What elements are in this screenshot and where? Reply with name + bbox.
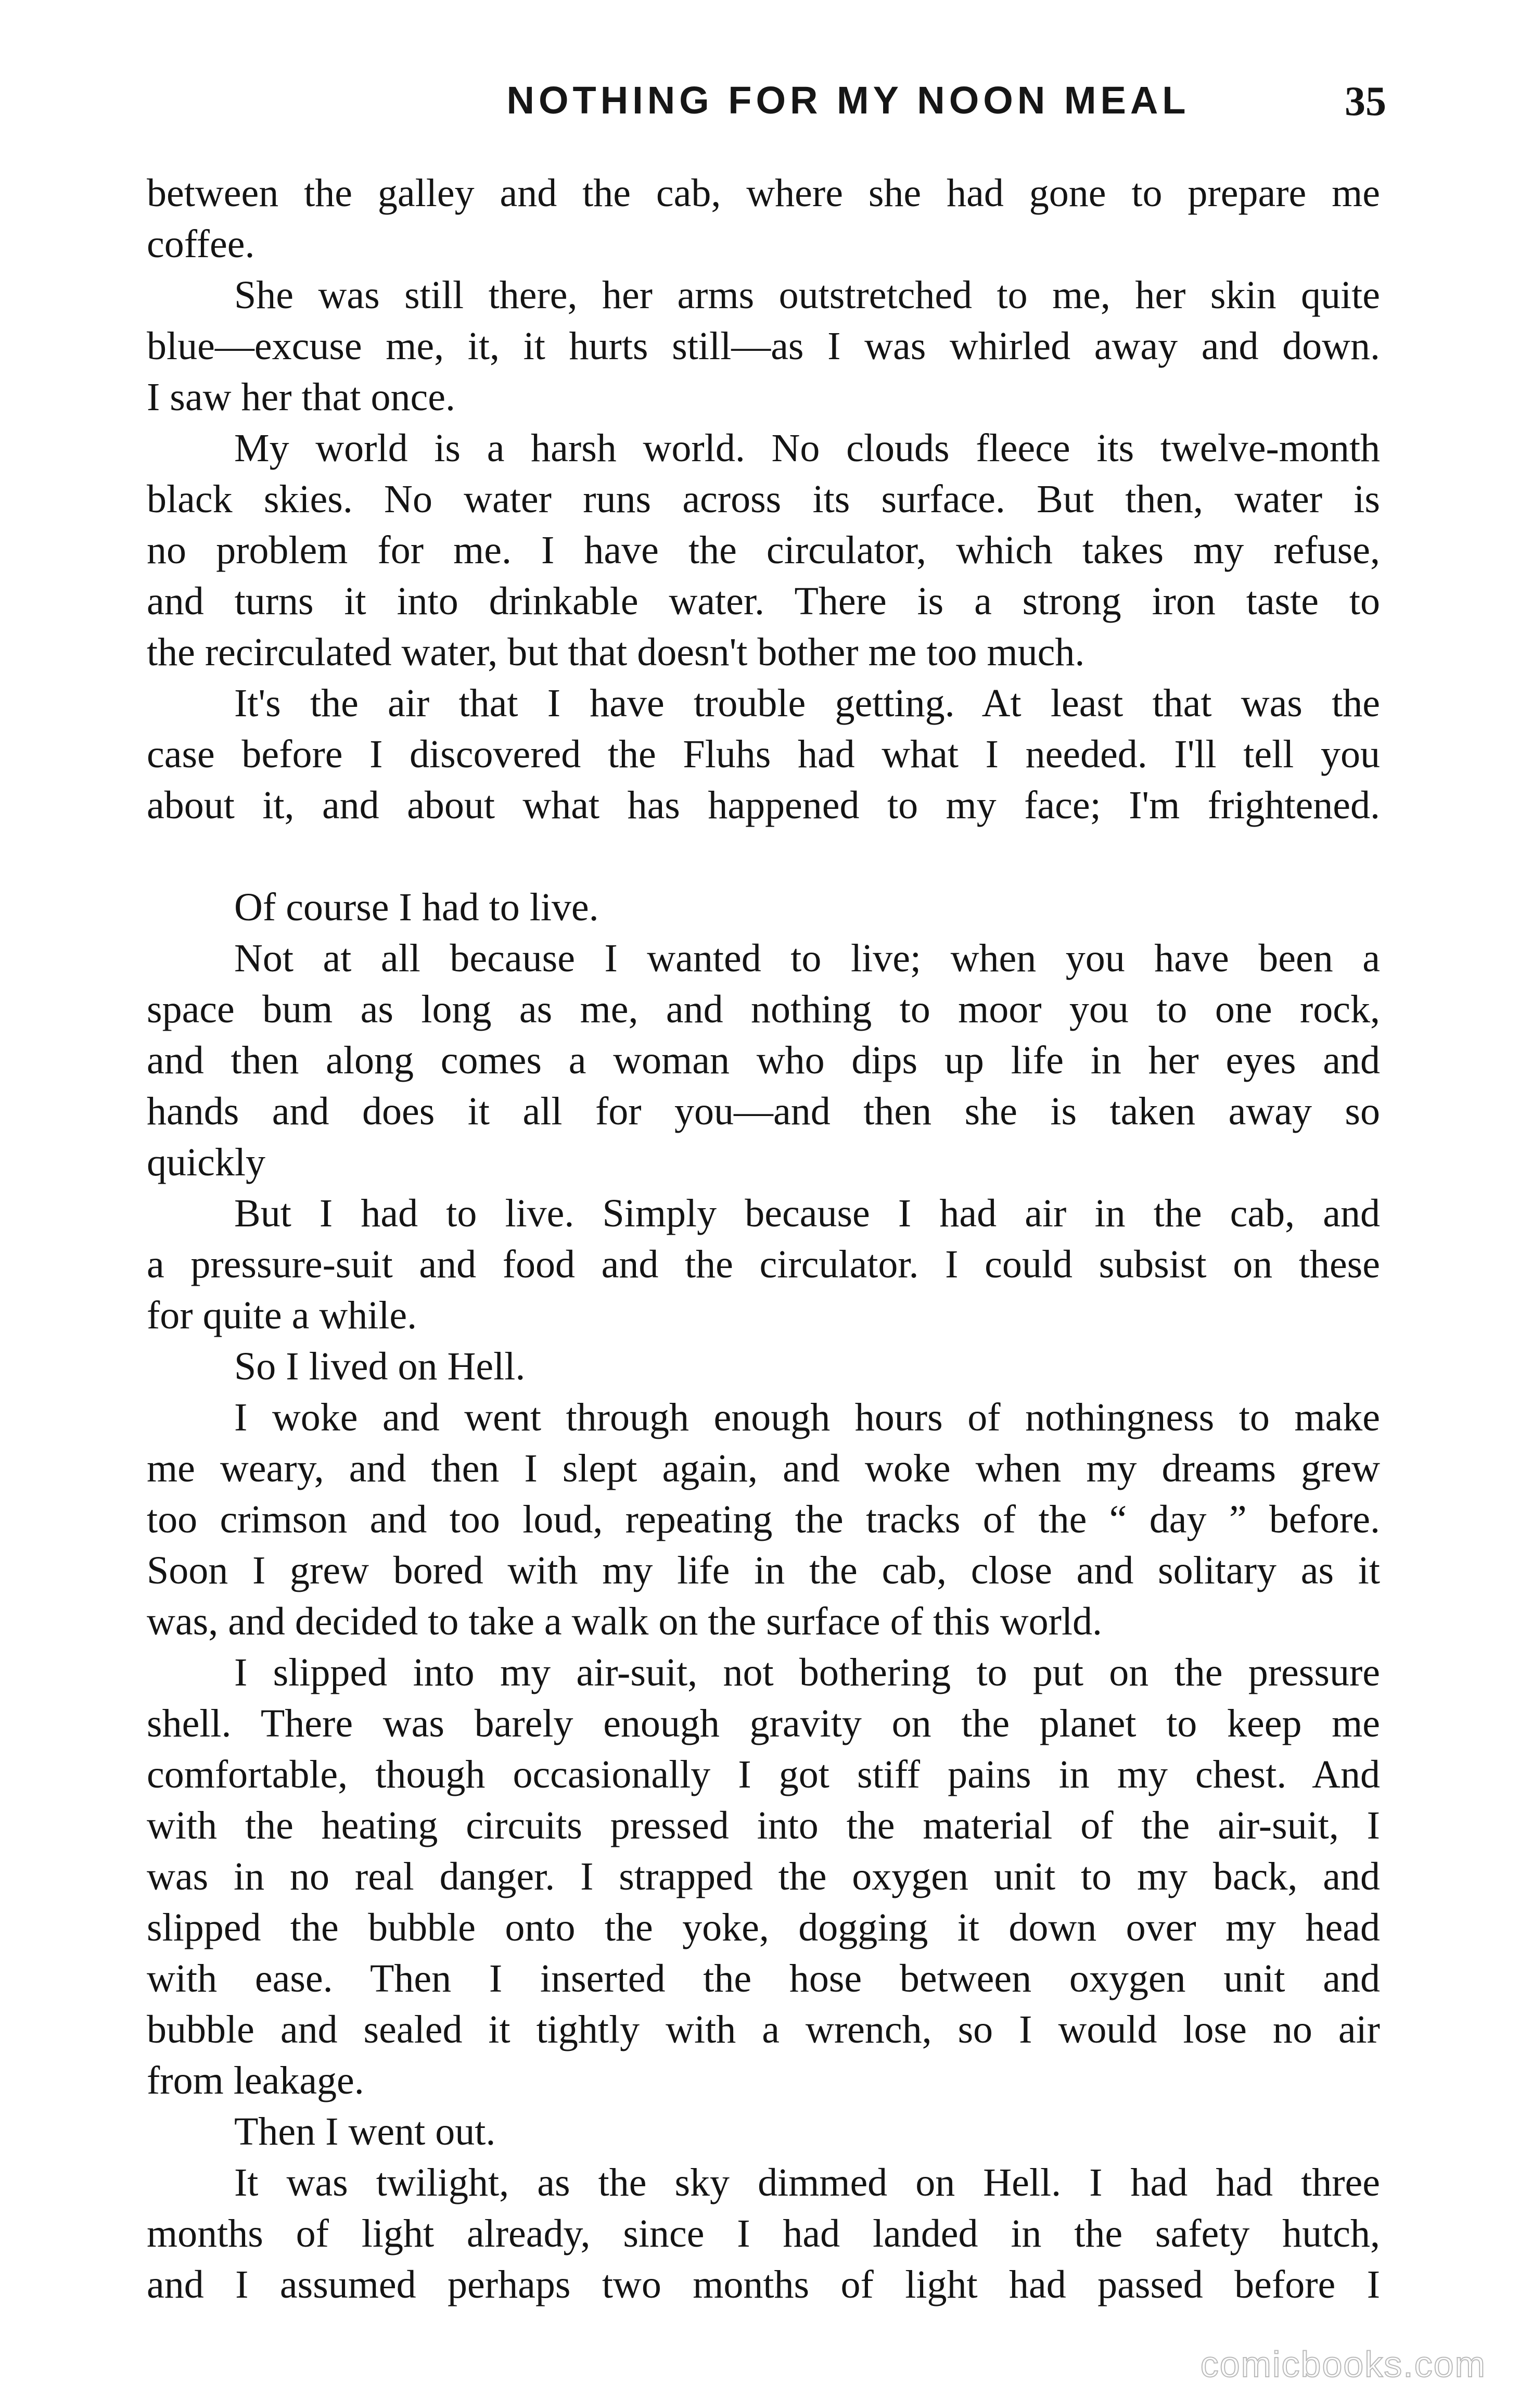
text-line: too crimson and too loud, repeating the tracks of the “ day ” before. xyxy=(147,1498,1380,1541)
text-line: Of course I had to live. xyxy=(234,885,599,929)
body-text xyxy=(147,168,1380,2310)
text-line: slipped the bubble onto the yoke, dogging it down over my head xyxy=(147,1906,1380,1949)
text-line: Soon I grew bored with my life in the cab, close and solitary as it xyxy=(147,1549,1380,1592)
running-head xyxy=(146,78,1386,130)
text-line: bubble and sealed it tightly with a wrench, so I would lose no air xyxy=(147,2008,1380,2051)
text-line: blue—excuse me, it, it hurts still—as I was whirled away and down. xyxy=(147,324,1380,368)
text-line: space bum as long as me, and nothing to moor you to one rock, xyxy=(147,987,1380,1031)
page-number: 35 xyxy=(1345,79,1386,124)
text-line: She was still there, her arms outstretched to me, her skin quite xyxy=(234,273,1380,317)
text-line: case before I discovered the Fluhs had what I needed. I'll tell you xyxy=(147,732,1380,776)
running-title: NOTHING FOR MY NOON MEAL xyxy=(506,79,1190,122)
text-line: a pressure-suit and food and the circulator. I could subsist on these xyxy=(147,1243,1380,1286)
text-line: hands and does it all for you—and then she is taken away so xyxy=(147,1089,1380,1133)
text-line: I slipped into my air-suit, not bothering to put on the pressure xyxy=(234,1651,1380,1694)
text-line: I saw her that once. xyxy=(147,375,455,419)
text-line: I woke and went through enough hours of nothingness to make xyxy=(234,1396,1380,1439)
text-line: about it, and about what has happened to my face; I'm frightened. xyxy=(147,783,1380,827)
text-line: It's the air that I have trouble getting. At least that was the xyxy=(234,681,1380,725)
text-line: black skies. No water runs across its surface. But then, water is xyxy=(147,477,1380,521)
text-line: coffee. xyxy=(147,222,255,266)
text-line: was, and decided to take a walk on the surface of this world. xyxy=(147,1600,1103,1643)
text-line: Not at all because I wanted to live; when you have been a xyxy=(234,936,1380,980)
text-line: It was twilight, as the sky dimmed on Hell. I had had three xyxy=(234,2161,1380,2204)
section-break xyxy=(147,831,1380,882)
text-line: comfortable, though occasionally I got stiff pains in my chest. And xyxy=(147,1753,1380,1796)
text-line: So I lived on Hell. xyxy=(234,1345,526,1388)
watermark: comicbooks.com xyxy=(1200,2344,1486,2385)
text-line: from leakage. xyxy=(147,2059,364,2102)
text-line: with ease. Then I inserted the hose between oxygen unit and xyxy=(147,1957,1380,2000)
text-line: and then along comes a woman who dips up life in her eyes and xyxy=(147,1038,1380,1082)
text-line: me weary, and then I slept again, and woke when my dreams grew xyxy=(147,1447,1380,1490)
text-line: with the heating circuits pressed into the material of the air-suit, I xyxy=(147,1804,1380,1847)
text-line: But I had to live. Simply because I had air in the cab, and xyxy=(234,1192,1380,1235)
text-line: and I assumed perhaps two months of light had passed before I xyxy=(147,2263,1380,2306)
text-line: and turns it into drinkable water. There is a strong iron taste to xyxy=(147,579,1380,623)
text-line: between the galley and the cab, where she had gone to prepare me xyxy=(147,171,1380,215)
text-line: was in no real danger. I strapped the oxygen unit to my back, and xyxy=(147,1855,1380,1898)
text-line: Then I went out. xyxy=(234,2110,496,2153)
text-line: for quite a while. xyxy=(147,1294,417,1337)
text-line: shell. There was barely enough gravity on the planet to keep me xyxy=(147,1702,1380,1745)
text-line: months of light already, since I had landed in the safety hutch, xyxy=(147,2212,1380,2255)
text-line: My world is a harsh world. No clouds fleece its twelve-month xyxy=(234,426,1380,470)
text-line: no problem for me. I have the circulator, which takes my refuse, xyxy=(147,528,1380,572)
text-line: the recirculated water, but that doesn't bother me too much. xyxy=(147,630,1085,674)
text-line: quickly xyxy=(147,1140,265,1184)
